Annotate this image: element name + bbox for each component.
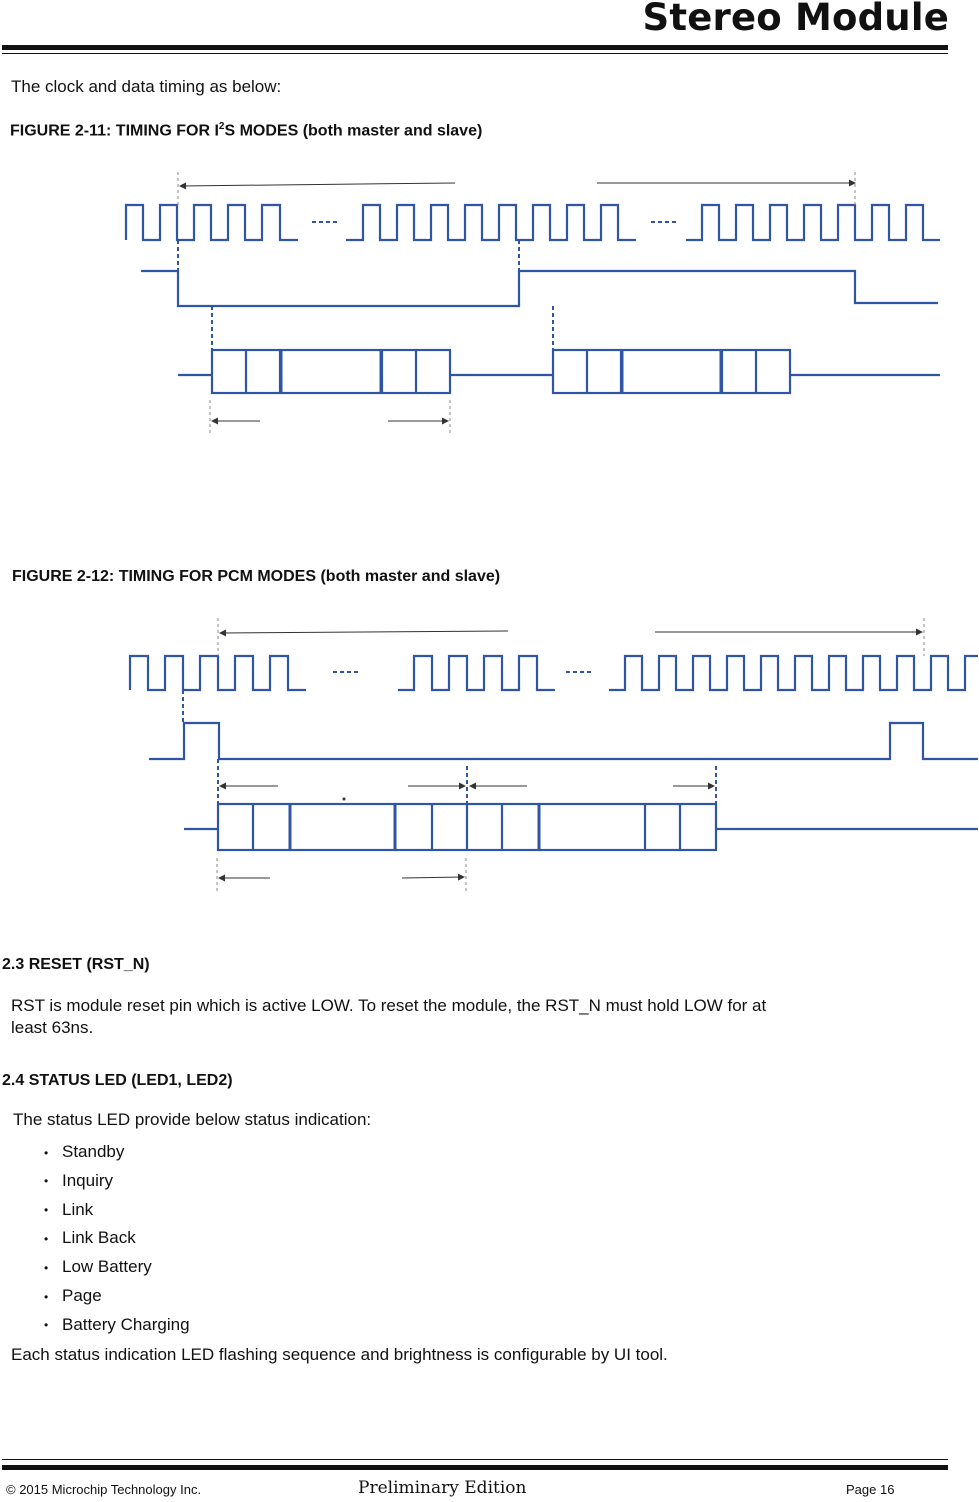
list-item: • Standby [44,1142,125,1161]
pcm-clock-waveform-2 [398,656,555,690]
footer-rule [2,1465,948,1470]
pcm-clock-waveform [130,656,306,690]
list-item: • Page [44,1285,102,1305]
footer-page-number: Page 16 [846,1482,895,1497]
list-item: • Link [44,1199,94,1219]
data-block-left [212,350,450,393]
status-led-closing: Each status indication LED flashing sequence and brightness is configurable by UI tool. [11,1345,668,1364]
list-item: • Battery Charging [44,1314,190,1334]
header-rule-thin [2,53,948,54]
list-item: • Low Battery [44,1257,152,1277]
section-2-3-heading: 2.3 RESET (RST_N) [2,956,150,973]
list-item: • Link Back [44,1228,136,1248]
footer-copyright: © 2015 Microchip Technology Inc. [6,1482,202,1497]
figure-11-caption: FIGURE 2-11: TIMING FOR $I^2S$ MODES (both master and slave) [10,121,483,140]
status-indication-list [44,1141,190,1343]
footer-rule-thin [2,1459,948,1460]
page-header-title: Stereo Module [642,0,949,39]
section-2-3-paragraph: RST is module reset pin which is active LOW. To reset the module, the RST_N must hold LOW for at least 63ns. [11,996,767,1037]
clock-waveform [126,205,298,240]
footer-edition: Preliminary Edition [358,1478,527,1498]
figure-11-timing-diagram [0,160,979,460]
pcm-clock-waveform-3 [609,656,978,690]
figure-12-timing-diagram [0,615,979,895]
section-2-4-heading: 2.4 STATUS LED (LED1, LED2) [2,1072,233,1089]
status-led-intro: The status LED provide below status indication: [13,1110,372,1129]
pcm-frame-sync-waveform [149,723,978,759]
list-item: • Inquiry [44,1170,114,1190]
clock-waveform-2 [346,205,636,240]
frame-sync-waveform [141,271,938,306]
header-rule [2,45,948,50]
intro-text: The clock and data timing as below: [11,77,282,96]
clock-waveform-3 [686,205,940,240]
figure-12-caption: FIGURE 2-12: TIMING FOR PCM MODES (both master and slave) [12,568,501,585]
data-block-right [553,350,790,393]
